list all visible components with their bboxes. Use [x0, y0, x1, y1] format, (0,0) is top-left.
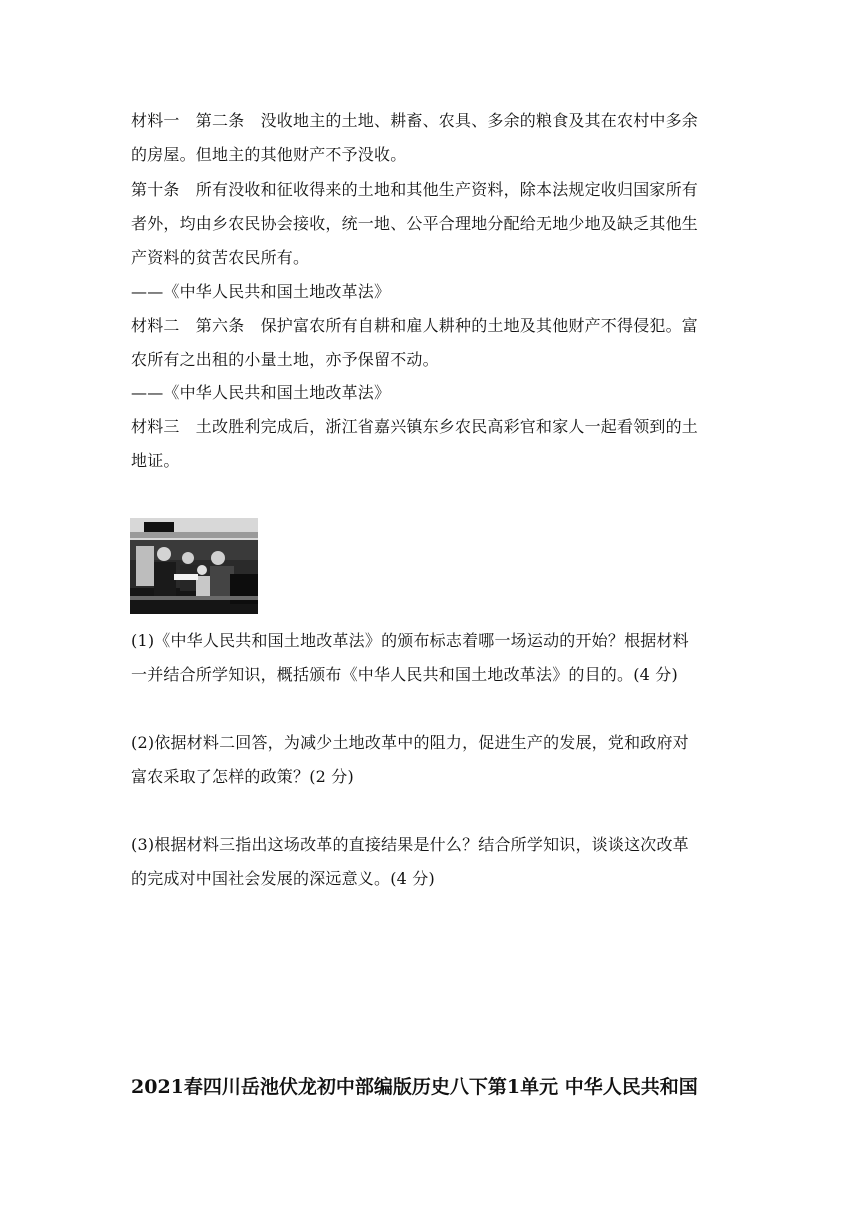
material-three-line-2: 地证。 [131, 451, 180, 470]
family-land-certificate-photo [130, 518, 258, 614]
question-2-line-2: 富农采取了怎样的政策？(2 分) [131, 767, 354, 786]
material-one-line-1: 材料一 第二条 没收地主的土地、耕畜、农具、多余的粮食及其在农村中多余 [131, 111, 699, 130]
question-1-line-2: 一并结合所学知识，概括颁布《中华人民共和国土地改革法》的目的。(4 分) [131, 665, 678, 684]
question-3-line-1: (3)根据材料三指出这场改革的直接结果是什么？结合所学知识，谈谈这次改革 [131, 835, 689, 854]
material-two-line-1: 材料二 第六条 保护富农所有自耕和雇人耕种的土地及其他财产不得侵犯。富 [131, 316, 699, 335]
question-3-line-2: 的完成对中国社会发展的深远意义。(4 分) [131, 869, 435, 888]
material-three-line-1: 材料三 土改胜利完成后，浙江省嘉兴镇东乡农民高彩官和家人一起看领到的土 [131, 417, 699, 436]
material-two-line-2: 农所有之出租的小量土地，亦予保留不动。 [131, 350, 439, 369]
question-2-line-1: (2)依据材料二回答，为减少土地改革中的阻力，促进生产的发展，党和政府对 [131, 733, 689, 752]
question-1-line-1: (1)《中华人民共和国土地改革法》的颁布标志着哪一场运动的开始？根据材料 [131, 631, 689, 650]
material-two-source: ——《中华人民共和国土地改革法》 [131, 383, 391, 402]
material-one-line-2: 的房屋。但地主的其他财产不予没收。 [131, 145, 407, 164]
material-one-source: ——《中华人民共和国土地改革法》 [131, 282, 391, 301]
material-one-line-5: 产资料的贫苦农民所有。 [131, 248, 310, 267]
material-one-line-3: 第十条 所有没收和征收得来的土地和其他生产资料，除本法规定收归国家所有 [131, 180, 699, 199]
material-one-line-4: 者外，均由乡农民协会接收，统一地、公平合理地分配给无地少地及缺乏其他生 [131, 214, 699, 233]
document-title: 2021春四川岳池伏龙初中部编版历史八下第1单元 中华人民共和国 [131, 1076, 698, 1098]
